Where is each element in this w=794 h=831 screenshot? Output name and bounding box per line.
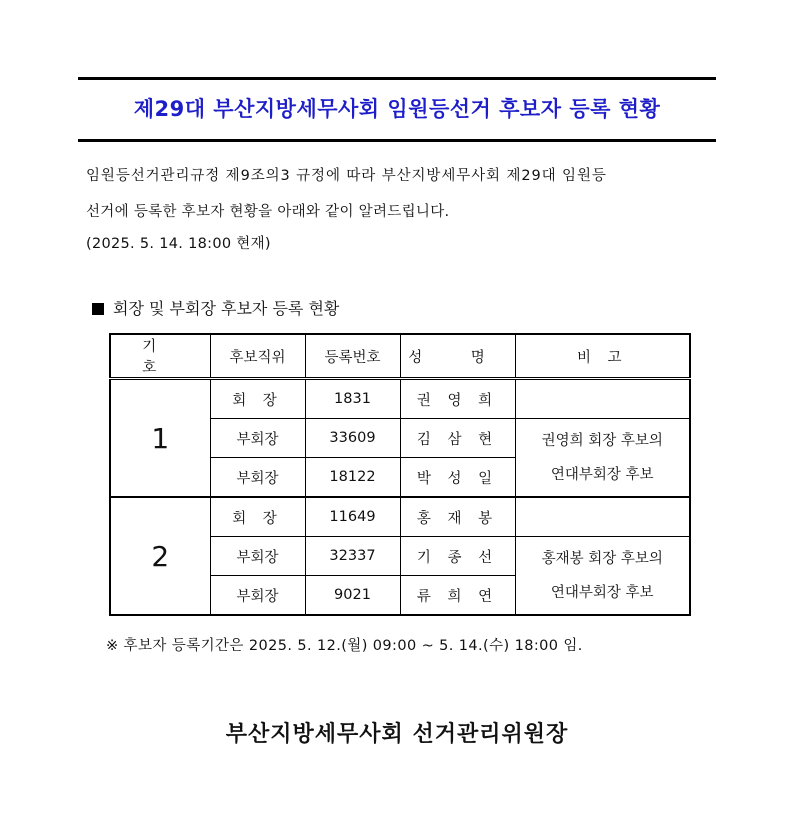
candidate-group-1 [110,379,690,498]
section-heading-text: 회장 및 부회장 후보자 등록 현황 [113,299,340,318]
position-cell: 부회장 [210,458,305,498]
table-header-row [110,334,690,379]
remark-cell [515,419,690,498]
remark-line-1: 권영희 회장 후보의 [541,432,663,449]
signature-line: 부산지방세무사회 선거관리위원장 [225,722,569,747]
black-square-icon [92,303,104,315]
remark-line-2: 연대부회장 후보 [550,466,654,483]
reg-no-cell: 33609 [305,419,400,458]
reg-no-cell: 1831 [305,379,400,419]
document-title: 제29대 부산지방세무사회 임원등선거 후보자 등록 현황 [133,97,661,121]
name-cell: 류 희 연 [400,576,515,616]
title-top-rule [78,77,716,80]
title-bottom-rule [78,139,716,142]
registration-period-note: ※ 후보자 등록기간은 2025. 5. 12.(월) 09:00 ~ 5. 14.(수) 18:00 임. [106,638,583,654]
position-cell: 부회장 [210,419,305,458]
position-cell: 부회장 [210,576,305,616]
name-cell: 홍 재 봉 [400,497,515,537]
intro-date-line: (2025. 5. 14. 18:00 현재) [86,236,271,252]
position-cell: 부회장 [210,537,305,576]
intro-line-1: 임원등선거관리규정 제9조의3 규정에 따라 부산지방세무사회 제29대 임원등 [86,168,607,184]
candidate-table [109,333,691,616]
header-position: 후보직위 [210,334,305,379]
name-cell: 김 삼 현 [400,419,515,458]
group-number: 2 [110,497,210,615]
name-cell: 기 종 선 [400,537,515,576]
header-remark: 비 고 [515,334,690,379]
table-row [110,497,690,537]
section-heading [92,298,339,320]
candidate-group-2 [110,497,690,615]
reg-no-cell: 18122 [305,458,400,498]
reg-no-cell: 9021 [305,576,400,616]
header-reg-no: 등록번호 [305,334,400,379]
remark-empty-cell [515,497,690,537]
group-number: 1 [110,379,210,498]
position-cell: 회 장 [210,497,305,537]
name-cell: 박 성 일 [400,458,515,498]
reg-no-cell: 32337 [305,537,400,576]
remark-empty-cell [515,379,690,419]
intro-line-2: 선거에 등록한 후보자 현황을 아래와 같이 알려드립니다. [86,204,450,220]
name-cell: 권 영 희 [400,379,515,419]
header-number: 기 호 [110,334,210,379]
table-row [110,379,690,419]
header-name: 성 명 [400,334,515,379]
remark-cell [515,537,690,616]
remark-line-1: 홍재봉 회장 후보의 [541,550,663,567]
position-cell: 회 장 [210,379,305,419]
remark-line-2: 연대부회장 후보 [550,584,654,601]
reg-no-cell: 11649 [305,497,400,537]
